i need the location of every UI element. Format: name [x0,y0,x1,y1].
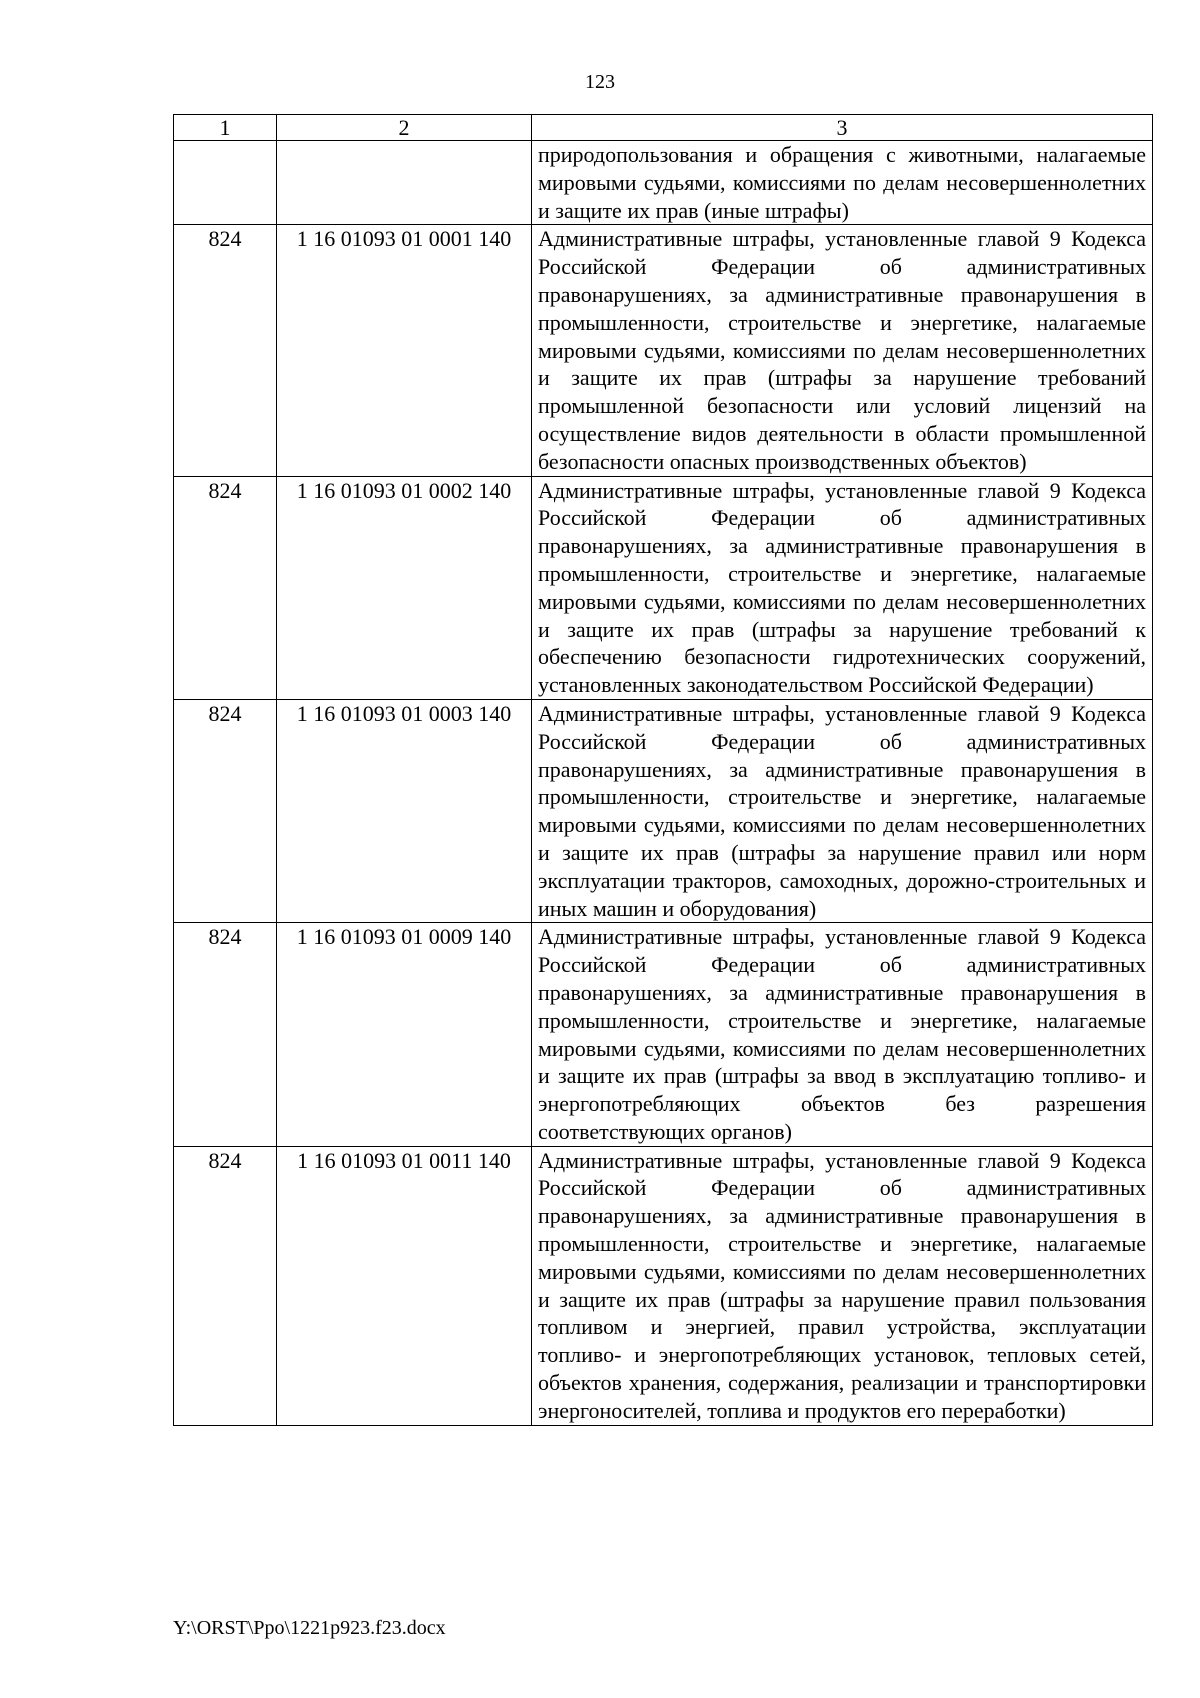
column-header-2: 2 [277,115,532,141]
page-number: 123 [585,71,615,93]
budget-code-cell [277,141,532,225]
admin-code-cell: 824 [174,923,277,1146]
budget-code-cell: 1 16 01093 01 0003 140 [277,699,532,922]
table-row [174,923,1153,1146]
budget-classification-table [173,114,1153,1426]
column-header-1: 1 [174,115,277,141]
table-row [174,699,1153,922]
table-row [174,225,1153,476]
description-cell: Административные штрафы, установленные главой 9 Кодекса Российской Федерации об административных правонарушениях, за административные правонарушения в промышленности, строительстве и энергетике, налагаемые мировыми судьями, комиссиями по делам несовершеннолетних и защите их прав (штрафы за нарушение правил пользования топливом и энергией, правил устройства, эксплуатации топливо- и энергопотребляющих установок, тепловых сетей, объектов хранения, содержания, реализации и транспортировки энергоносителей, топлива и продуктов его переработки) [532,1146,1153,1425]
table-row [174,141,1153,225]
budget-code-cell: 1 16 01093 01 0011 140 [277,1146,532,1425]
table-row [174,476,1153,699]
admin-code-cell: 824 [174,699,277,922]
description-cell: Административные штрафы, установленные главой 9 Кодекса Российской Федерации об административных правонарушениях, за административные правонарушения в промышленности, строительстве и энергетике, налагаемые мировыми судьями, комиссиями по делам несовершеннолетних и защите их прав (штрафы за нарушение требований промышленной безопасности или условий лицензий на осуществление видов деятельности в области промышленной безопасности опасных производственных объектов) [532,225,1153,476]
description-cell: Административные штрафы, установленные главой 9 Кодекса Российской Федерации об административных правонарушениях, за административные правонарушения в промышленности, строительстве и энергетике, налагаемые мировыми судьями, комиссиями по делам несовершеннолетних и защите их прав (штрафы за ввод в эксплуатацию топливо- и энергопотребляющих объектов без разрешения соответствующих органов) [532,923,1153,1146]
budget-code-cell: 1 16 01093 01 0002 140 [277,476,532,699]
admin-code-cell [174,141,277,225]
description-cell: природопользования и обращения с животными, налагаемые мировыми судьями, комиссиями по делам несовершеннолетних и защите их прав (иные штрафы) [532,141,1153,225]
document-file-path: Y:\ORST\Ppo\1221p923.f23.docx [173,1617,446,1639]
admin-code-cell: 824 [174,1146,277,1425]
table-header-row [174,115,1153,141]
description-cell: Административные штрафы, установленные главой 9 Кодекса Российской Федерации об административных правонарушениях, за административные правонарушения в промышленности, строительстве и энергетике, налагаемые мировыми судьями, комиссиями по делам несовершеннолетних и защите их прав (штрафы за нарушение правил или норм эксплуатации тракторов, самоходных, дорожно-строительных и иных машин и оборудования) [532,699,1153,922]
admin-code-cell: 824 [174,225,277,476]
budget-code-cell: 1 16 01093 01 0009 140 [277,923,532,1146]
admin-code-cell: 824 [174,476,277,699]
column-header-3: 3 [532,115,1153,141]
budget-code-cell: 1 16 01093 01 0001 140 [277,225,532,476]
table-row [174,1146,1153,1425]
description-cell: Административные штрафы, установленные главой 9 Кодекса Российской Федерации об административных правонарушениях, за административные правонарушения в промышленности, строительстве и энергетике, налагаемые мировыми судьями, комиссиями по делам несовершеннолетних и защите их прав (штрафы за нарушение требований к обеспечению безопасности гидротехнических сооружений, установленных законодательством Российской Федерации) [532,476,1153,699]
